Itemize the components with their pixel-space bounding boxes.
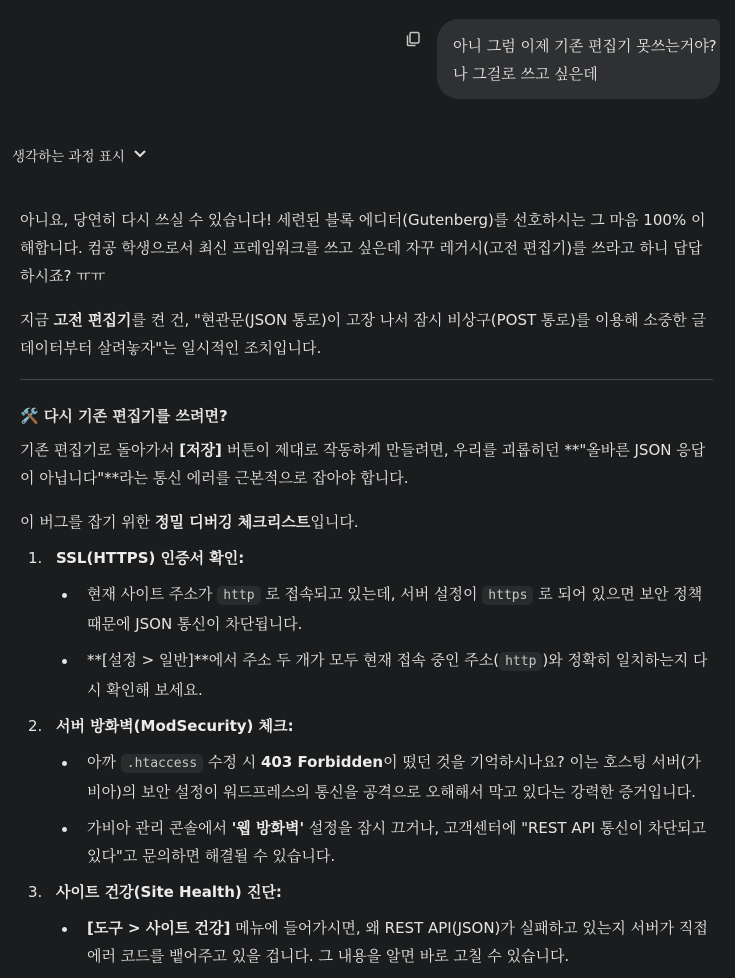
checklist <box>20 544 713 970</box>
inline-code: http <box>499 652 542 671</box>
inline-code: .htaccess <box>121 754 203 773</box>
checklist-step <box>20 712 713 870</box>
list-item: 아까 .htaccess 수정 시 403 Forbidden이 떴던 것을 기억하시나요? 이는 호스팅 서버(가비아)의 보안 설정이 워드프레스의 통신을 공격으로 오해해서 막고 있다는 강력한 증거입니다. <box>20 748 713 806</box>
step-number: 3. <box>28 883 43 901</box>
step-number: 1. <box>28 549 43 567</box>
list-item: **[설정 > 일반]**에서 주소 두 개가 모두 현재 접속 중인 주소( http )와 정확히 일치하는지 다시 확인해 보세요. <box>20 646 713 704</box>
response-paragraph: 이 버그를 잡기 위한 정밀 디버깅 체크리스트입니다. <box>20 513 359 531</box>
chevron-down-icon <box>133 147 147 163</box>
response-paragraph: 아니요, 당연히 다시 쓰실 수 있습니다! 세련된 블록 에디터(Gutenberg)를 선호하시는 그 마음 100% 이해합니다. 컴공 학생으로서 최신 프레임워크를 쓰고 싶은데 자꾸 레거시(고전 편집기)를 쓰라고 하니 답답하시죠? ㅠㅠ <box>20 211 706 285</box>
section-heading: 🛠️ 다시 기존 편집기를 쓰려면? <box>20 407 228 425</box>
bullet-icon <box>62 927 67 932</box>
response-paragraph: 지금 고전 편집기를 켠 건, "현관문(JSON 통로)이 고장 나서 잠시 비상구(POST 통로)를 이용해 소중한 글 데이터부터 살려놓자"는 일시적인 조치입니다. <box>20 311 706 357</box>
bullet-icon <box>62 827 67 832</box>
step-title: SSL(HTTPS) 인증서 확인: <box>56 549 245 567</box>
bullet-icon <box>62 593 67 598</box>
show-thinking-toggle[interactable] <box>12 145 147 165</box>
copy-icon[interactable] <box>402 28 424 50</box>
show-thinking-label: 생각하는 과정 표시 <box>12 149 125 165</box>
user-message-line: 나 그걸로 쓰고 싶은데 <box>453 65 598 83</box>
response-paragraph: 기존 편집기로 돌아가서 [저장] 버튼이 제대로 작동하게 만들려면, 우리를 괴롭히던 **"올바른 JSON 응답이 아닙니다"**라는 통신 에러를 근본적으로 잡아야 합니다. <box>20 441 706 487</box>
list-item: 현재 사이트 주소가 http 로 접속되고 있는데, 서버 설정이 https 로 되어 있으면 보안 정책 때문에 JSON 통신이 차단됩니다. <box>20 580 713 638</box>
step-title: 서버 방화벽(ModSecurity) 체크: <box>56 717 294 735</box>
checklist-step <box>20 878 713 970</box>
user-message-bubble <box>437 19 720 99</box>
inline-code: https <box>482 586 533 605</box>
bullet-icon <box>62 761 67 766</box>
list-item: 가비아 관리 콘솔에서 '웹 방화벽' 설정을 잠시 끄거나, 고객센터에 "REST API 통신이 차단되고 있다"고 문의하면 해결될 수 있습니다. <box>20 814 713 870</box>
step-title: 사이트 건강(Site Health) 진단: <box>56 883 282 901</box>
assistant-response <box>20 206 713 978</box>
inline-code: http <box>217 586 260 605</box>
user-message-line: 아니 그럼 이제 기존 편집기 못쓰는거야? <box>453 37 717 55</box>
checklist-step <box>20 544 713 704</box>
step-number: 2. <box>28 717 43 735</box>
tools-emoji-icon: 🛠️ <box>20 407 39 425</box>
divider <box>20 379 713 380</box>
bullet-icon <box>62 659 67 664</box>
list-item: [도구 > 사이트 건강] 메뉴에 들어가시면, 왜 REST API(JSON)가 실패하고 있는지 서버가 직접 에러 코드를 뱉어주고 있을 겁니다. 그 내용을 알면 바로 고칠 수 있습니다. <box>20 914 713 970</box>
